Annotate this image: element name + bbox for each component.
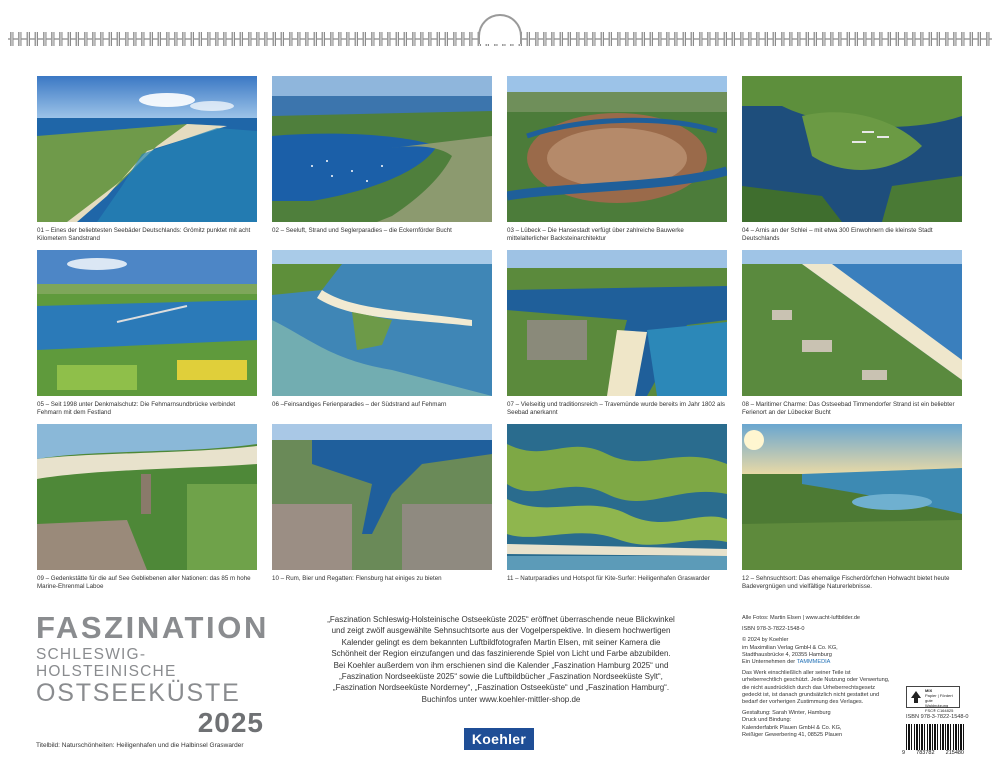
barcode [902, 724, 964, 758]
barcode-digit-group: 783782 [916, 750, 935, 756]
photo-graswarder [507, 424, 727, 570]
cover-photo-note: Titelbild: Naturschönheiten: Heiligenhafen und die Halbinsel Graswarder [36, 742, 244, 749]
caption-05: 05 – Seit 1998 unter Denkmalschutz: Die Fehmarnsundbrücke verbindet Fehmarn mit dem Festland [37, 401, 236, 417]
design-line: Gestaltung: Sarah Winter, Hamburg [742, 710, 831, 717]
month-06 [272, 250, 492, 409]
copyright-line: Stadthausbrücke 4, 20355 Hamburg [742, 651, 832, 658]
calendar-hanger [478, 14, 522, 44]
photo-laboe [37, 424, 257, 570]
design-credit [742, 710, 902, 739]
calendar-title [36, 610, 269, 738]
copyright-line: © 2024 by Koehler [742, 637, 789, 644]
caption-10: 10 – Rum, Bier und Regatten: Flensburg hat einiges zu bieten [272, 575, 442, 582]
month-04 [742, 76, 962, 244]
print-line: Reißiger Gewerbering 41, 08525 Plauen [742, 731, 843, 738]
print-line: Kalenderfabrik Plauen GmbH & Co. KG, [742, 724, 842, 731]
imprint [742, 615, 902, 743]
barcode-digit-group: 215480 [945, 750, 964, 756]
calendar-description: „Faszination Schleswig-Holsteinische Ostseeküste 2025“ eröffnet überraschende neue Blickwinkel und zeigt zwölf ausgewählte Sehnsuchtsorte aus der Vogelperspektive. In diesem hochwertigen Kalender gelingt es dem bekannten Luftbildfotografen Martin Elsen, mit seiner Kamera die Schönheit der Region einzufangen und das faszinierende Spiel von Licht und Farbe abzubilden. Bei Koehler außerdem von ihm erschienen sind die Kalender „Faszination Hamburg 2025“ und „Faszination Nordseeküste 2025“ sowie die Luftbildbücher „Faszination Nordseeküste Sylt“, „Faszination Nordseeküste Norderney“, „Faszination Ostseeküste“ und „Faszination Hamburg“. Buchinfos unter www.koehler-mittler-shop.de [327, 615, 675, 704]
title-line-3: OSTSEEKÜSTE [36, 679, 241, 707]
isbn: ISBN 978-3-7822-1548-0 [742, 626, 805, 633]
company-prefix: Ein Unternehmen der [742, 659, 797, 666]
month-08 [742, 250, 962, 418]
month-09 [37, 424, 257, 592]
photo-eckernfoerde [272, 76, 492, 222]
month-07 [507, 250, 727, 418]
koehler-logo: Koehler [464, 728, 534, 750]
barcode-digit-group: 9 [902, 750, 906, 756]
copyright-line: im Maximilian Verlag GmbH & Co. KG, [742, 644, 838, 651]
photo-credit: Alle Fotos: Martin Elsen | www.acht-luftbilder.de [742, 615, 861, 621]
isbn-small: ISBN 978-3-7822-1548-0 [906, 714, 969, 720]
caption-02: 02 – Seeluft, Strand und Seglerparadies – die Eckernförder Bucht [272, 227, 452, 234]
caption-08: 08 – Maritimer Charme: Das Ostseebad Timmendorfer Strand ist ein beliebter Ferienort an der Lübecker Bucht [742, 401, 955, 417]
copyright [742, 637, 902, 666]
title-year: 2025 [197, 707, 264, 738]
photo-luebeck [507, 76, 727, 222]
photo-flensburg [272, 424, 492, 570]
photo-fehmarn-suedstrand [272, 250, 492, 396]
month-11 [507, 424, 727, 583]
caption-06: 06 –Feinsandiges Ferienparadies – der Südstrand auf Fehmarn [272, 401, 447, 408]
caption-07: 07 – Vielseitig und traditionsreich – Travemünde wurde bereits im Jahr 1802 als Seebad anerkannt [507, 401, 725, 417]
title-line-2: SCHLESWIG-HOLSTEINISCHE [36, 646, 177, 680]
fsc-label: MIX [925, 688, 933, 693]
title-line-1: FASZINATION [36, 610, 269, 645]
photo-arnis [742, 76, 962, 222]
fsc-badge [906, 686, 960, 713]
caption-03: 03 – Lübeck – Die Hansestadt verfügt über zahlreiche Bauwerke mittelalterlicher Backsteinarchitektur [507, 227, 684, 243]
barcode-digits [902, 750, 964, 756]
month-12 [742, 424, 962, 592]
photo-fehmarnsund [37, 250, 257, 396]
tammmedia-brand: TAMMMEDIA [796, 659, 831, 666]
caption-04: 04 – Arnis an der Schlei – mit etwa 300 Einwohnern die kleinste Stadt Deutschlands [742, 227, 933, 243]
caption-09: 09 – Gedenkstätte für die auf See Gebliebenen aller Nationen: das 85 m hohe Marine-Ehrenmal Laboe [37, 575, 251, 591]
month-10 [272, 424, 492, 583]
spiral-binding [0, 0, 1000, 50]
fsc-code: FSC® C164825 [925, 708, 954, 713]
month-05 [37, 250, 257, 418]
rights-notice: Das Werk einschließlich aller seiner Teile ist urheberrechtlich geschützt. Jede Nutzung oder Verwertung, die nicht ausdrücklich durch das Urheberrechtsgesetz gedeckt ist, ist danach grundsätzlich nicht gestattet und bedarf der vorherigen Zustimmung des Verlages. [742, 670, 890, 706]
caption-12: 12 – Sehnsuchtsort: Das ehemalige Fischerdörfchen Hohwacht bietet heute Badevergnügen und vielfältige Naturerlebnisse. [742, 575, 950, 591]
month-02 [272, 76, 492, 235]
print-line: Druck und Bindung: [742, 717, 792, 724]
caption-01: 01 – Eines der beliebtesten Seebäder Deutschlands: Grömitz punktet mit acht Kilometern Sandstrand [37, 227, 251, 243]
fsc-line: gute Waldnutzung [925, 698, 949, 708]
fsc-line: Papier | Fördert [925, 693, 953, 698]
month-03 [507, 76, 727, 244]
fsc-tree-icon [910, 690, 922, 704]
photo-groemitz [37, 76, 257, 222]
photo-timmendorf [742, 250, 962, 396]
caption-11: 11 – Naturparadies und Hotspot für Kite-Surfer: Heiligenhafen Graswarder [507, 575, 710, 582]
barcode-bars [906, 724, 964, 750]
month-01 [37, 76, 257, 244]
photo-travemuende [507, 250, 727, 396]
photo-hohwacht [742, 424, 962, 570]
